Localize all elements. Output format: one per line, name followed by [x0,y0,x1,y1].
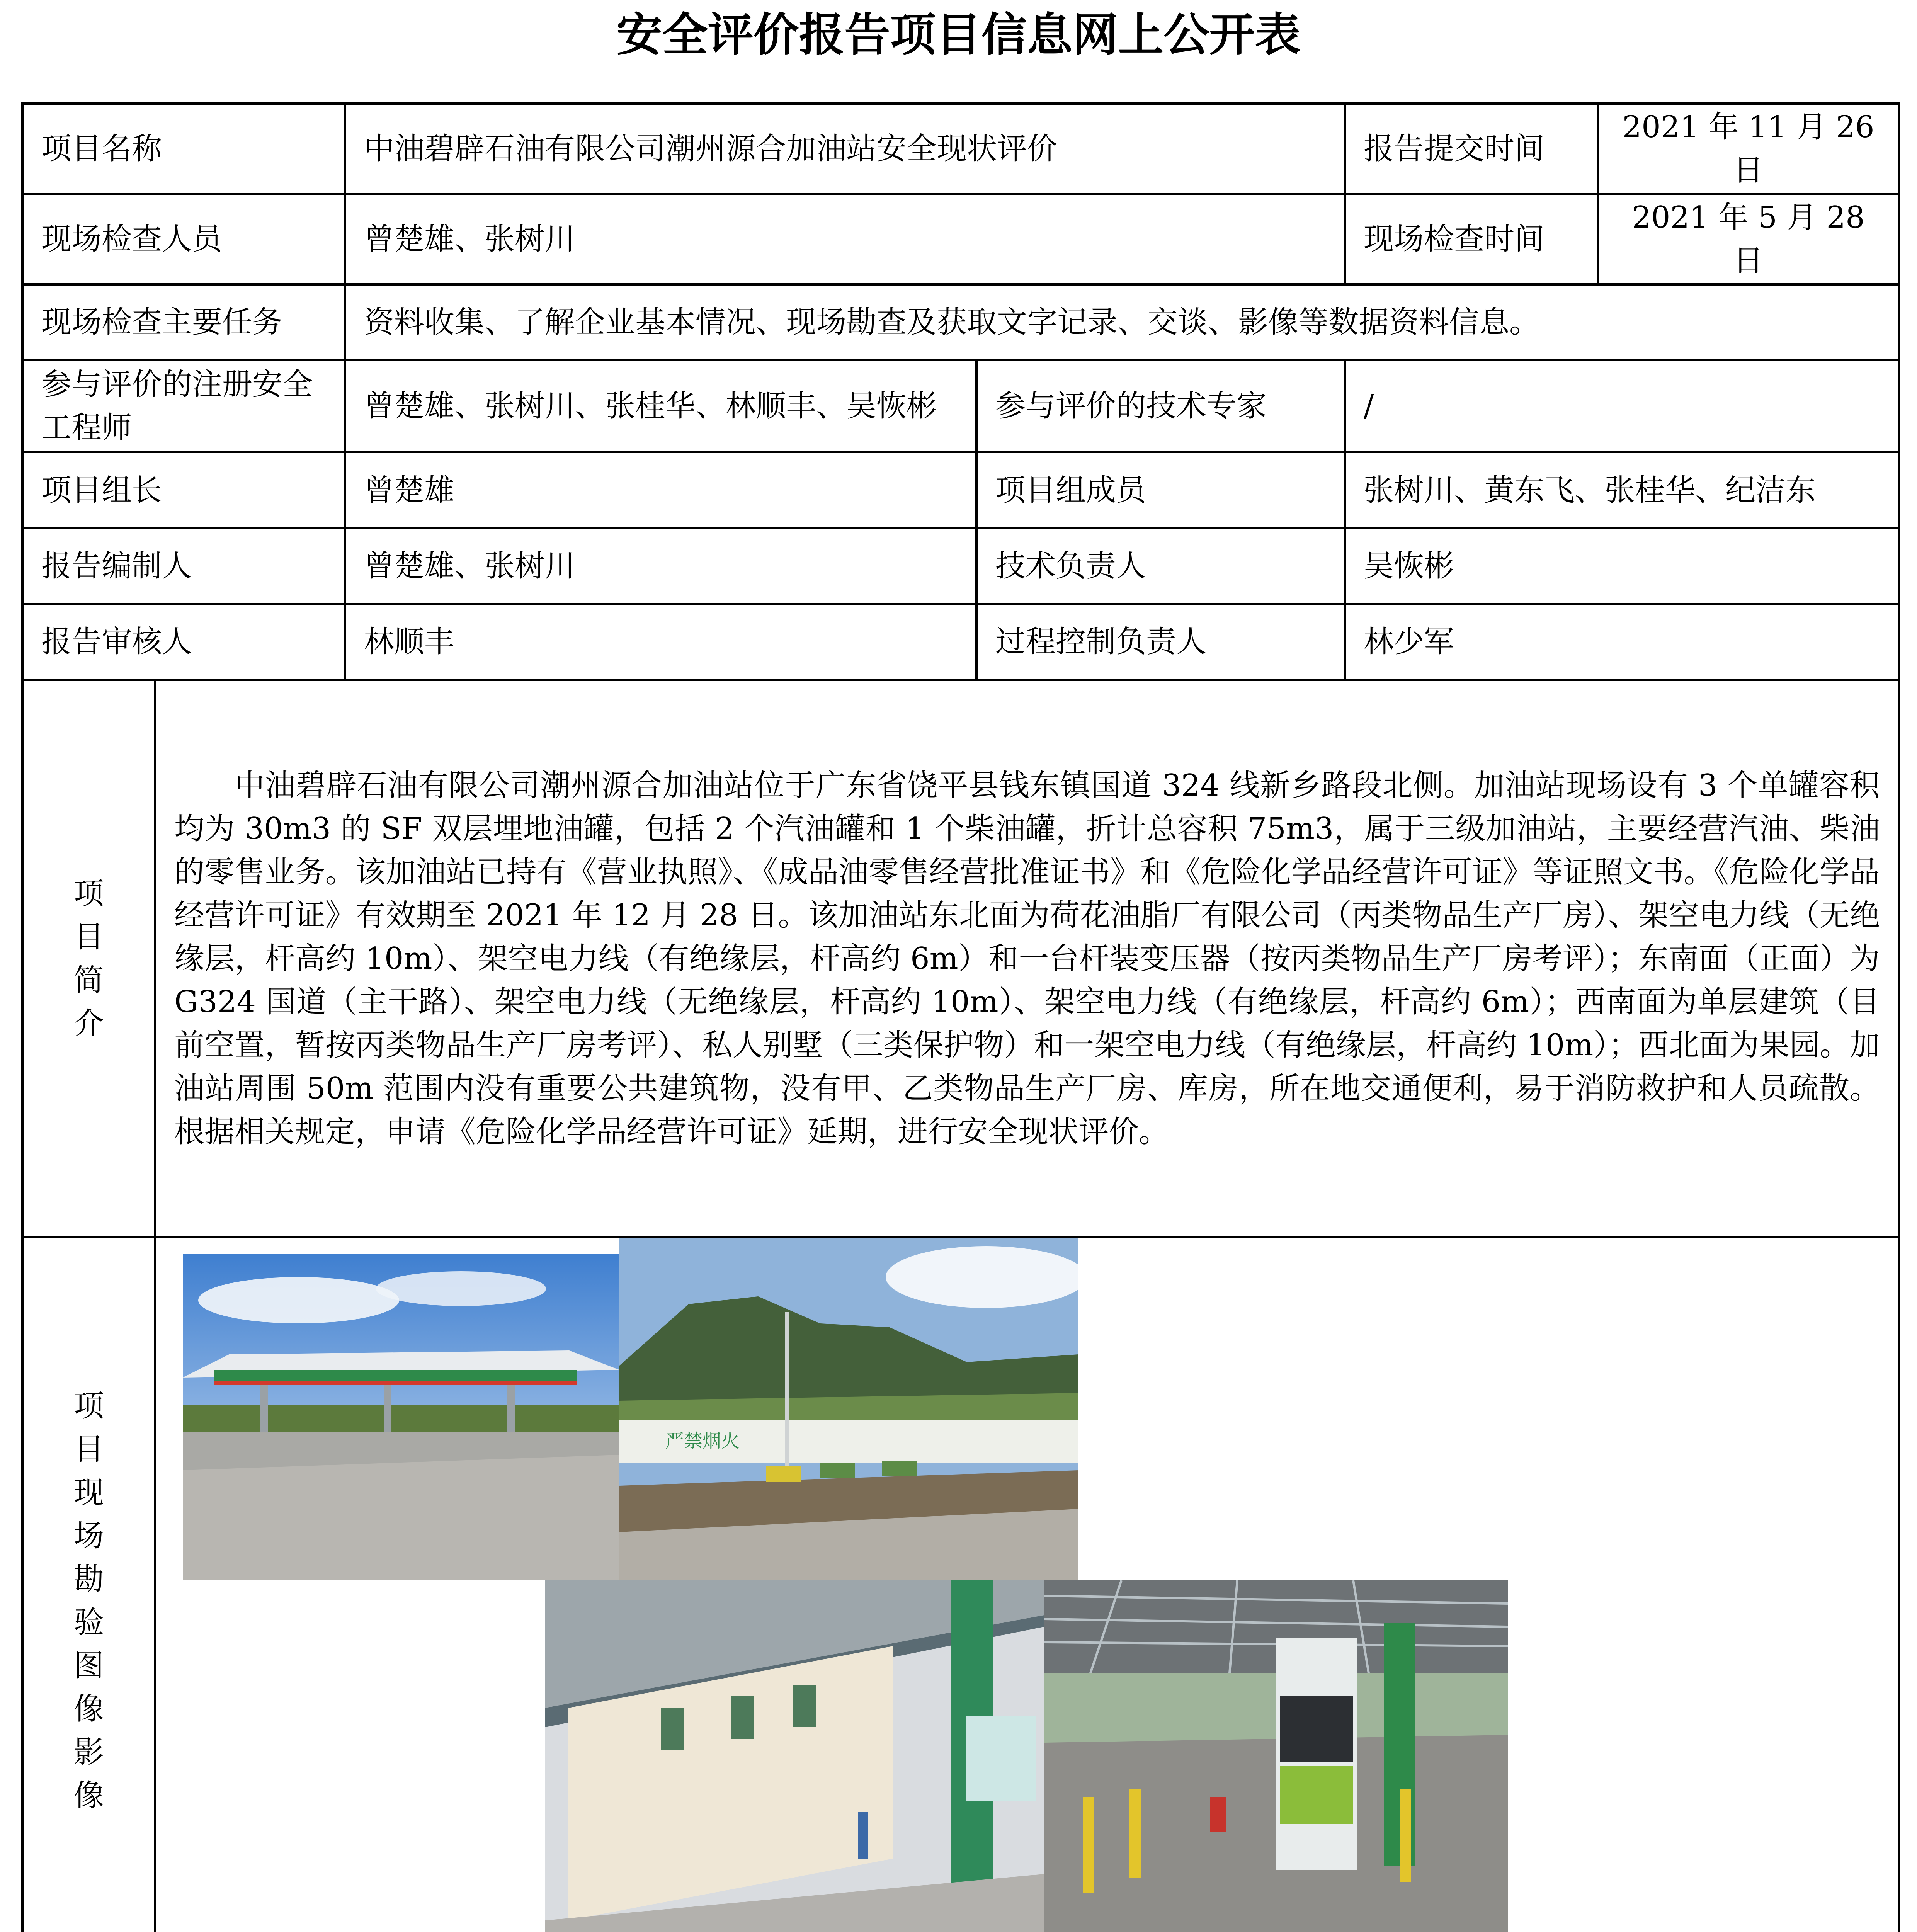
wall-slogan: 严禁烟火 [665,1430,740,1452]
photo-tank-area-image [619,1238,1078,1580]
value-submit-time: 2021 年 11 月 26 日 [1598,104,1899,194]
info-table [21,102,1900,1932]
label-submit-time: 报告提交时间 [1345,104,1598,194]
label-leader: 项目组长 [22,452,345,528]
value-experts: / [1345,360,1899,452]
label-photos [22,1237,155,1932]
page-title: 安全评价报告项目信息网上公开表 [616,8,1301,61]
value-project-name: 中油碧辟石油有限公司潮州源合加油站安全现状评价 [345,104,1345,194]
photo-building-corridor-image [545,1580,1044,1932]
photo-tank-area [619,1238,1078,1580]
photos-area [155,1237,1899,1932]
label-members: 项目组成员 [976,452,1345,528]
value-reviewer: 林顺丰 [345,604,976,680]
label-intro-text: 项目简介 [73,876,104,1041]
photo-station-canopy-image [183,1254,619,1580]
value-engineers: 曾楚雄、张树川、张桂华、林顺丰、吴恢彬 [345,360,976,452]
photo-station-canopy [183,1254,619,1580]
label-main-task: 现场检查主要任务 [22,284,345,360]
label-engineers: 参与评价的注册安全工程师 [22,360,345,452]
photo-building-corridor [545,1580,1044,1932]
value-process-lead: 林少军 [1345,604,1899,680]
label-photos-text: 项目现场勘验图像影像 [73,1389,104,1813]
value-tech-lead: 吴恢彬 [1345,528,1899,604]
label-intro [22,680,155,1238]
value-compiler: 曾楚雄、张树川 [345,528,976,604]
label-inspectors: 现场检查人员 [22,194,345,284]
value-main-task: 资料收集、了解企业基本情况、现场勘查及获取文字记录、交谈、影像等数据资料信息。 [345,284,1899,360]
label-process-lead: 过程控制负责人 [976,604,1345,680]
value-inspect-time: 2021 年 5 月 28 日 [1598,194,1899,284]
value-members: 张树川、黄东飞、张桂华、纪洁东 [1345,452,1899,528]
label-inspect-time: 现场检查时间 [1345,194,1598,284]
label-tech-lead: 技术负责人 [976,528,1345,604]
label-compiler: 报告编制人 [22,528,345,604]
photo-fuel-dispensers [1044,1580,1508,1932]
photo-fuel-dispensers-image [1044,1580,1508,1932]
value-leader: 曾楚雄 [345,452,976,528]
label-reviewer: 报告审核人 [22,604,345,680]
value-inspectors: 曾楚雄、张树川 [345,194,1345,284]
intro-text: 中油碧辟石油有限公司潮州源合加油站位于广东省饶平县钱东镇国道 324 线新乡路段北侧。加油站现场设有 3 个单罐容积均为 30m3 的 SF 双层埋地油罐，包括 2 个汽油罐和 1 个柴油罐，折计总容积 75m3，属于三级加油站，主要经营汽油、柴油的零售业务。该加油站已持有《营业执照》、《成品油零售经营批准证书》和《危险化学品经营许可证》等证照文书。《危险化学品经营许可证》有效期至 2021 年 12 月 28 日。该加油站东北面为荷花油脂厂有限公司（丙类物品生产厂房）、架空电力线（无绝缘层，杆高约 10m）、架空电力线（有绝缘层，杆高约 6m）和一台杆装变压器（按丙类物品生产厂房考评）；东南面（正面）为 G324 国道（主干路）、架空电力线（无绝缘层，杆高约 10m）、架空电力线（有绝缘层，杆高约 6m）；西南面为单层建筑（目前空置，暂按丙类物品生产厂房考评）、私人别墅（三类保护物）和一架空电力线（有绝缘层，杆高约 10m）；西北面为果园。加油站周围 50m 范围内没有重要公共建筑物，没有甲、乙类物品生产厂房、库房，所在地交通便利，易于消防救护和人员疏散。根据相关规定，申请《危险化学品经营许可证》延期，进行安全现状评价。 [155,680,1899,1238]
label-experts: 参与评价的技术专家 [976,360,1345,452]
label-project-name: 项目名称 [22,104,345,194]
